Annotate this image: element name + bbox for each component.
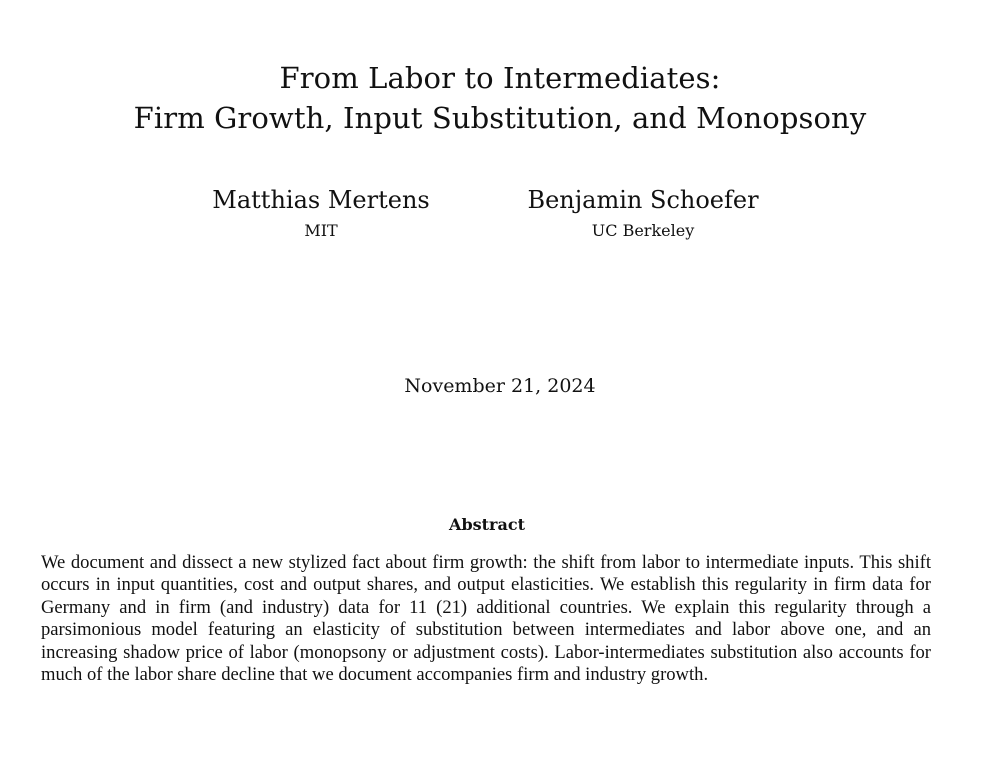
paper-title — [0, 58, 1000, 138]
author-affiliation: MIT — [304, 221, 338, 240]
abstract-text: We document and dissect a new stylized fact about firm growth: the shift from labor to intermediate inputs. This shift occurs in input quantities, cost and output shares, and output elasticities. We establish this regularity in firm data for Germany and in firm (and industry) data for 11 (21) additional countries. We explain this regularity through a parsimonious model featuring an elasticity of substitution between intermediates and labor above one, and an increasing shadow price of labor (monopsony or adjustment costs). Labor-intermediates substitution also accounts for much of the labor share decline that we document accompanies firm and industry growth. — [41, 552, 931, 686]
author-affiliation: UC Berkeley — [591, 221, 695, 240]
author-block-1 — [200, 184, 442, 243]
author-block-2 — [514, 184, 772, 243]
paper-title-line-1: From Labor to Intermediates: — [279, 61, 721, 95]
abstract-heading: Abstract — [449, 515, 525, 534]
author-name: Matthias Mertens — [212, 186, 430, 214]
paper-title-line-2: Firm Growth, Input Substitution, and Monopsony — [133, 101, 867, 135]
paper-date: November 21, 2024 — [404, 375, 596, 397]
author-name: Benjamin Schoefer — [527, 186, 759, 214]
